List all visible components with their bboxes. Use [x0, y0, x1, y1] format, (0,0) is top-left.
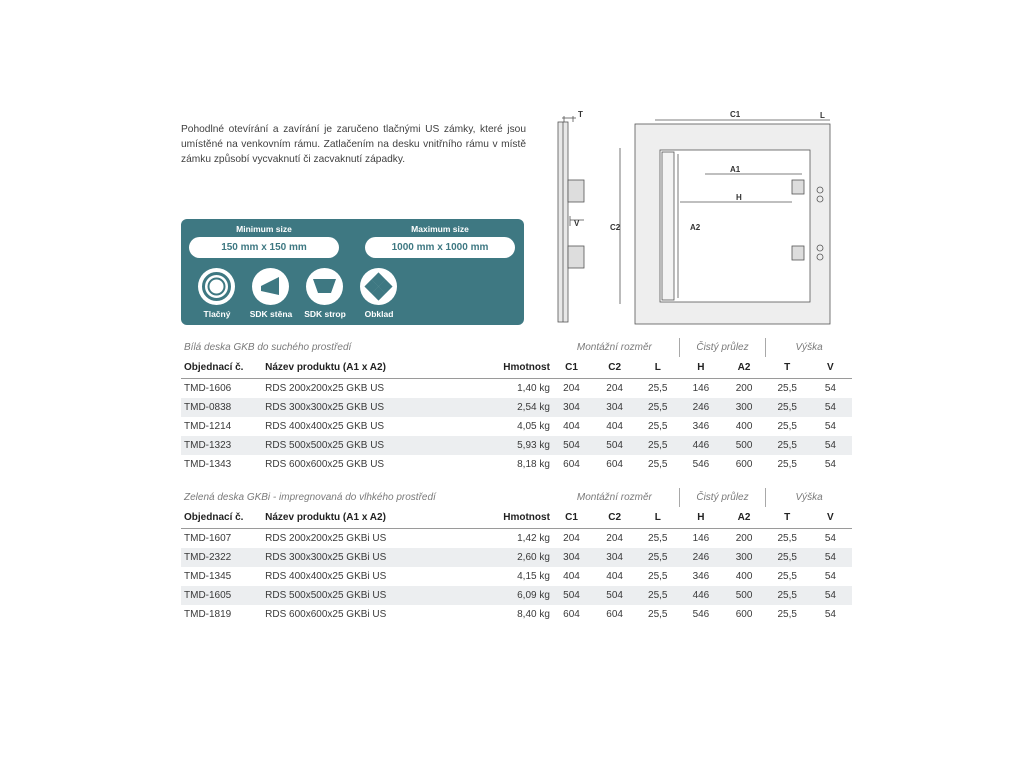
drywall-ceiling-icon: [306, 268, 343, 305]
side-profile: [558, 116, 584, 322]
cell-h: 246: [679, 398, 722, 417]
cell-order: TMD-1606: [184, 383, 232, 394]
cell-c1: 204: [563, 533, 580, 544]
table-row: [181, 586, 852, 605]
cell-order: TMD-1343: [184, 459, 232, 470]
header-order: Objednací č.: [181, 507, 265, 529]
table-row: [181, 605, 852, 624]
cell-weight: 4,05 kg: [517, 421, 550, 432]
cell-v: 54: [824, 421, 836, 432]
header-a2: A2: [722, 507, 765, 529]
cell-c1: 404: [563, 571, 580, 582]
spec-table-gkb: [181, 338, 852, 474]
dim-t: T: [578, 110, 583, 119]
max-size-value: 1000 mm x 1000 mm: [365, 237, 515, 258]
cell-h: 546: [692, 609, 710, 620]
icon-label-push: Tlačný: [203, 309, 231, 319]
cell-weight: 8,40 kg: [517, 609, 550, 620]
cell-c1: 504: [550, 436, 593, 455]
cell-name: RDS 600x600x25 GKBi US: [265, 609, 387, 620]
group-clear: Čistý průlez: [679, 338, 765, 357]
dim-a1: A1: [730, 165, 741, 174]
cell-l: 25,5: [648, 533, 668, 544]
cell-c2: 504: [593, 586, 636, 605]
cell-weight: 2,60 kg: [481, 548, 550, 567]
cell-t: 25,5: [766, 436, 809, 455]
dim-l: L: [820, 111, 825, 120]
cell-order: TMD-1323: [181, 436, 265, 455]
header-t: T: [766, 507, 809, 529]
cell-order: TMD-1345: [184, 571, 232, 582]
header-name: Název produktu (A1 x A2): [265, 507, 481, 529]
cell-a2: 600: [735, 609, 753, 620]
cell-name: RDS 600x600x25 GKB US: [265, 459, 385, 470]
group-height: Výška: [766, 488, 852, 507]
header-weight: Hmotnost: [481, 357, 550, 379]
cell-weight: 1,40 kg: [517, 383, 550, 394]
cell-l: 25,5: [648, 421, 668, 432]
cell-h: 346: [692, 421, 710, 432]
cell-l: 25,5: [648, 571, 668, 582]
header-name: Název produktu (A1 x A2): [265, 357, 481, 379]
dim-h: H: [736, 193, 742, 202]
cell-c2: 304: [593, 398, 636, 417]
cell-a2: 200: [735, 533, 753, 544]
table-row: [181, 567, 852, 586]
cell-v: 54: [824, 533, 836, 544]
cell-c2: 604: [606, 459, 623, 470]
icon-label-ceiling: SDK strop: [304, 309, 346, 319]
header-order: Objednací č.: [181, 357, 265, 379]
cell-t: 25,5: [777, 421, 797, 432]
cell-v: 54: [809, 586, 852, 605]
cell-l: 25,5: [648, 459, 668, 470]
dim-a2: A2: [690, 223, 701, 232]
table-row: [181, 436, 852, 455]
icon-label-cladding: Obklad: [364, 309, 394, 319]
table-row: [181, 529, 852, 549]
group-height: Výška: [766, 338, 852, 357]
cell-a2: 300: [722, 398, 765, 417]
cell-order: TMD-1214: [184, 421, 232, 432]
technical-drawing: [540, 108, 840, 330]
cell-h: 446: [679, 586, 722, 605]
cell-l: 25,5: [648, 383, 668, 394]
dim-c2: C2: [610, 223, 621, 232]
cell-c2: 204: [606, 533, 623, 544]
header-h: H: [679, 507, 722, 529]
cell-a2: 500: [722, 586, 765, 605]
table-row: [181, 548, 852, 567]
table-row: [181, 379, 852, 399]
push-lock-icon: [198, 268, 235, 305]
table-caption: Zelená deska GKBi - impregnovaná do vlhkého prostředí: [184, 492, 436, 503]
cell-weight: 6,09 kg: [481, 586, 550, 605]
cell-order: TMD-2322: [181, 548, 265, 567]
cell-h: 146: [692, 533, 710, 544]
cell-t: 25,5: [777, 609, 797, 620]
spec-table-gkbi: [181, 488, 852, 624]
cell-name: RDS 200x200x25 GKB US: [265, 383, 385, 394]
min-size-value: 150 mm x 150 mm: [189, 237, 339, 258]
front-frame: [620, 120, 830, 324]
cell-c2: 404: [606, 571, 623, 582]
header-a2: A2: [722, 357, 765, 379]
cell-l: 25,5: [636, 548, 679, 567]
cell-l: 25,5: [648, 609, 668, 620]
cell-weight: 5,93 kg: [481, 436, 550, 455]
table-row: [181, 455, 852, 474]
cell-l: 25,5: [636, 398, 679, 417]
cell-v: 54: [824, 459, 836, 470]
cell-h: 246: [679, 548, 722, 567]
cell-name: RDS 500x500x25 GKB US: [265, 436, 481, 455]
cell-a2: 200: [735, 383, 753, 394]
cell-weight: 4,15 kg: [517, 571, 550, 582]
cell-t: 25,5: [766, 398, 809, 417]
header-c2: C2: [593, 507, 636, 529]
cell-name: RDS 200x200x25 GKBi US: [265, 533, 387, 544]
cell-c1: 404: [563, 421, 580, 432]
max-size-label: Maximum size: [411, 224, 469, 234]
icon-label-wall: SDK stěna: [249, 309, 293, 319]
cell-c1: 204: [563, 383, 580, 394]
group-mount: Montážní rozměr: [576, 492, 652, 503]
cell-c1: 604: [563, 609, 580, 620]
group-clear: Čistý průlez: [679, 488, 765, 507]
cell-name: RDS 300x300x25 GKB US: [265, 398, 481, 417]
cell-weight: 1,42 kg: [517, 533, 550, 544]
cell-c1: 504: [550, 586, 593, 605]
cell-t: 25,5: [766, 548, 809, 567]
intro-paragraph: Pohodlné otevírání a zavírání je zaručeno tlačnými US zámky, které jsou umístěné na venkovním rámu. Zatlačením na desku vnitřního rámu v místě zámku způsobí vycvaknutí či zacvaknutí západky.: [181, 124, 526, 165]
cell-t: 25,5: [777, 383, 797, 394]
header-c2: C2: [593, 357, 636, 379]
cell-weight: 2,54 kg: [481, 398, 550, 417]
header-l: L: [636, 357, 679, 379]
cell-v: 54: [809, 548, 852, 567]
cell-v: 54: [824, 383, 836, 394]
dim-c1: C1: [730, 110, 741, 119]
cell-a2: 400: [735, 421, 753, 432]
cell-order: TMD-1819: [184, 609, 232, 620]
cell-c2: 304: [593, 548, 636, 567]
group-mount: Montážní rozměr: [576, 342, 652, 353]
cell-weight: 8,18 kg: [517, 459, 550, 470]
min-size-label: Minimum size: [236, 224, 292, 234]
cell-c1: 304: [550, 398, 593, 417]
cell-order: TMD-1605: [181, 586, 265, 605]
cell-t: 25,5: [777, 533, 797, 544]
header-weight: Hmotnost: [481, 507, 550, 529]
cell-h: 346: [692, 571, 710, 582]
cell-t: 25,5: [777, 459, 797, 470]
cell-name: RDS 300x300x25 GKBi US: [265, 548, 481, 567]
cell-h: 546: [692, 459, 710, 470]
cell-h: 146: [692, 383, 710, 394]
cell-h: 446: [679, 436, 722, 455]
cell-l: 25,5: [636, 586, 679, 605]
header-v: V: [809, 357, 852, 379]
table-row: [181, 417, 852, 436]
cell-c2: 504: [593, 436, 636, 455]
header-t: T: [766, 357, 809, 379]
cell-name: RDS 400x400x25 GKB US: [265, 421, 385, 432]
header-c1: C1: [550, 357, 593, 379]
cell-c2: 204: [606, 383, 623, 394]
cell-c1: 304: [550, 548, 593, 567]
cell-order: TMD-0838: [181, 398, 265, 417]
cell-c1: 604: [563, 459, 580, 470]
cell-t: 25,5: [777, 571, 797, 582]
cell-t: 25,5: [766, 586, 809, 605]
table-caption: Bílá deska GKB do suchého prostředí: [184, 342, 352, 353]
cell-v: 54: [824, 609, 836, 620]
cell-a2: 600: [735, 459, 753, 470]
drywall-wall-icon: [252, 268, 289, 305]
header-v: V: [809, 507, 852, 529]
cell-a2: 300: [722, 548, 765, 567]
cell-v: 54: [809, 398, 852, 417]
cell-l: 25,5: [636, 436, 679, 455]
cell-v: 54: [809, 436, 852, 455]
cell-v: 54: [824, 571, 836, 582]
cell-order: TMD-1607: [184, 533, 232, 544]
cell-c2: 604: [606, 609, 623, 620]
header-h: H: [679, 357, 722, 379]
cell-a2: 500: [722, 436, 765, 455]
cell-a2: 400: [735, 571, 753, 582]
cell-name: RDS 400x400x25 GKBi US: [265, 571, 387, 582]
table-row: [181, 398, 852, 417]
header-c1: C1: [550, 507, 593, 529]
cladding-icon: [360, 268, 397, 305]
cell-c2: 404: [606, 421, 623, 432]
cell-name: RDS 500x500x25 GKBi US: [265, 586, 481, 605]
dim-v: V: [574, 219, 580, 228]
header-l: L: [636, 507, 679, 529]
